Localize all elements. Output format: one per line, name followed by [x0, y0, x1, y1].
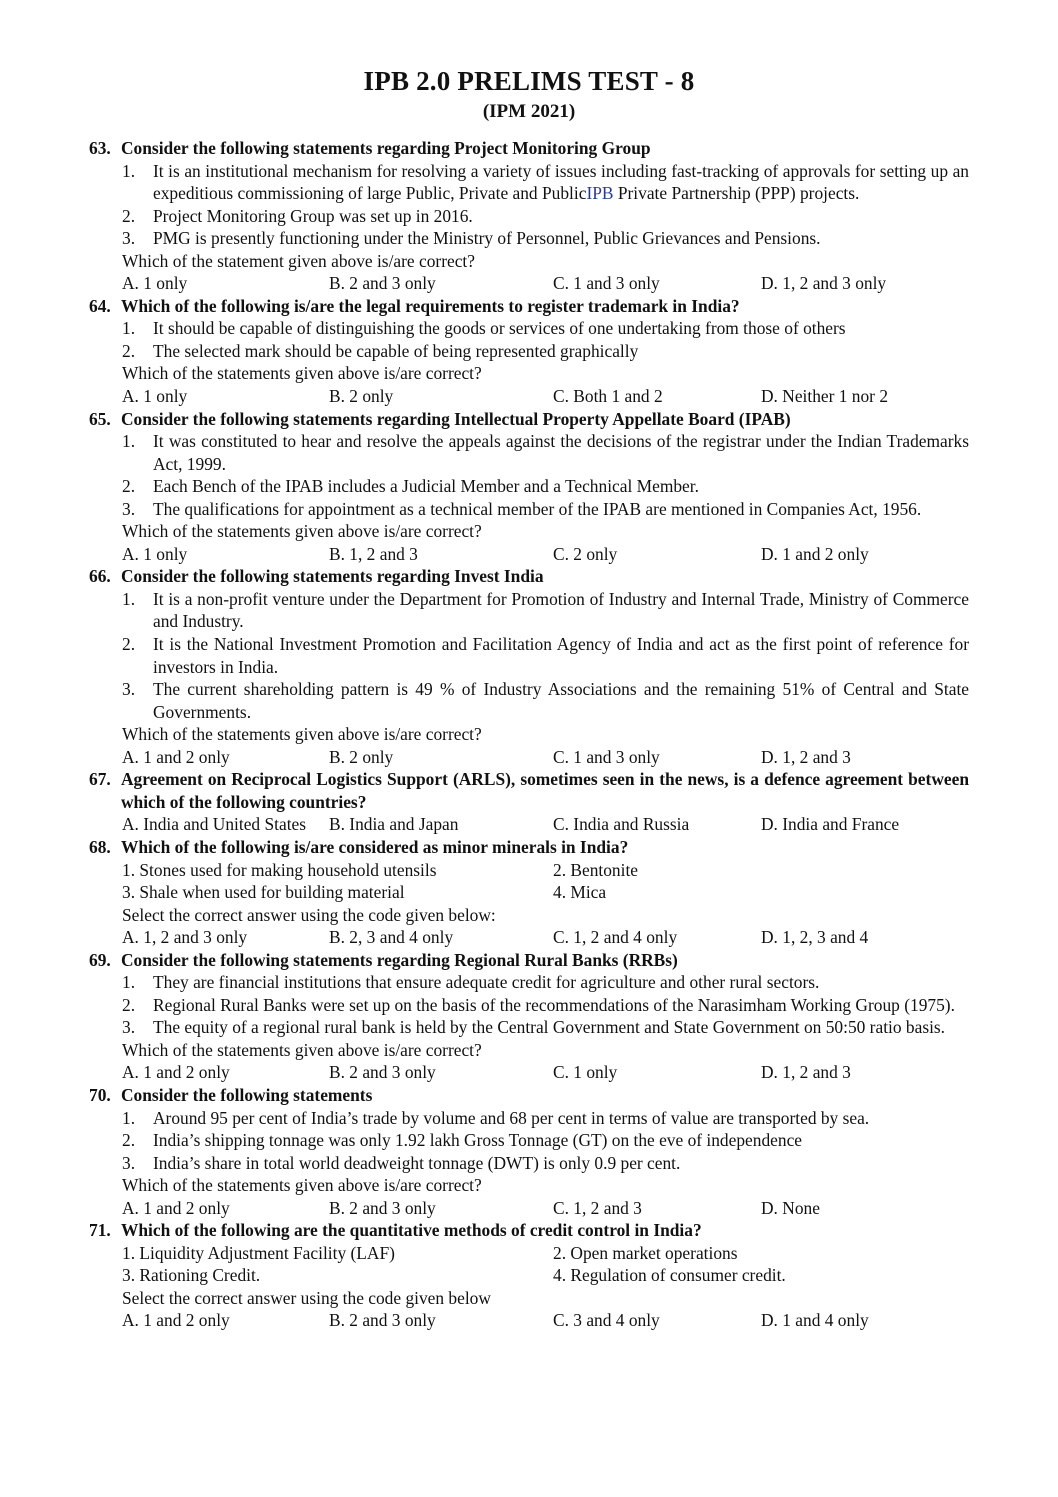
list-item: 2. Bentonite [553, 859, 639, 880]
question-text [89, 565, 969, 588]
statement-number: 3. [122, 228, 136, 249]
statement [89, 205, 969, 228]
statement-number: 1. [122, 318, 136, 339]
list-item: 4. Mica [553, 882, 607, 903]
statement-number: 2. [122, 205, 136, 226]
list-pair-row [89, 1242, 969, 1265]
statement-number: 2. [122, 340, 136, 361]
list-pair-row [89, 1264, 969, 1287]
option-c: C. Both 1 and 2 [553, 386, 663, 407]
question-number: 68. [89, 836, 111, 857]
option-d: D. None [761, 1197, 820, 1218]
option-c: C. India and Russia [553, 814, 690, 835]
option-a: A. India and United States [122, 814, 307, 835]
question-text [89, 408, 969, 431]
statement-number: 3. [122, 1152, 136, 1173]
option-c: C. 2 only [553, 543, 618, 564]
question-number: 69. [89, 949, 111, 970]
option-a: A. 1 and 2 only [122, 746, 230, 767]
option-a: A. 1 and 2 only [122, 1197, 230, 1218]
statement [89, 498, 969, 521]
question-63 [89, 137, 969, 295]
statement-text: It is the National Investment Promotion and Facilitation Agency of India and act as the first point of reference for investors in India. [153, 634, 969, 677]
list-item: 1. Stones used for making household utensils [122, 859, 437, 880]
option-d: D. 1, 2 and 3 only [761, 273, 887, 294]
question-number: 70. [89, 1084, 111, 1105]
list-item: 4. Regulation of consumer credit. [553, 1265, 786, 1286]
question-stem: Which of the following is/are the legal requirements to register trademark in India? [121, 295, 740, 316]
list-pair-row [89, 881, 969, 904]
answer-options [89, 1309, 969, 1332]
statement-text: It is an institutional mechanism for resolving a variety of issues including fast-tracking of approvals for setting up an expeditious commissioning of large Public, Private and Public [153, 160, 969, 204]
question-71 [89, 1219, 969, 1332]
question-number: 65. [89, 408, 111, 429]
question-prompt: Which of the statement given above is/are correct? [122, 250, 475, 271]
option-b: B. 2 only [329, 386, 394, 407]
page-subtitle: (IPM 2021) [482, 101, 576, 122]
statement-number: 2. [122, 994, 136, 1015]
question-text [89, 1084, 969, 1107]
question-stem: Consider the following statements regarding Regional Rural Banks (RRBs) [121, 949, 678, 970]
statement-number: 3. [122, 679, 136, 700]
statement-text: It should be capable of distinguishing the goods or services of one undertaking from those of others [153, 318, 846, 339]
option-a: A. 1 and 2 only [122, 1310, 230, 1331]
statement-text: It is a non-profit venture under the Department for Promotion of Industry and Internal Trade, Ministry of Commerce and Industry. [153, 588, 969, 632]
option-a: A. 1 only [122, 386, 188, 407]
statement-number: 2. [122, 476, 136, 497]
option-b: B. 2 and 3 only [329, 273, 436, 294]
question-number: 71. [89, 1220, 111, 1241]
option-a: A. 1, 2 and 3 only [122, 927, 248, 948]
question-text [89, 1219, 969, 1242]
statement-text: Project Monitoring Group was set up in 2016. [153, 205, 473, 226]
statement-number: 1. [122, 1107, 136, 1128]
question-prompt: Which of the statements given above is/are correct? [122, 724, 482, 745]
list-item: 2. Open market operations [553, 1242, 738, 1263]
question-prompt: Which of the statements given above is/are correct? [122, 363, 482, 384]
option-b: B. 2 and 3 only [329, 1062, 436, 1083]
statement-text: It was constituted to hear and resolve the appeals against the decisions of the registrar under the Indian Trademarks Act, 1999. [153, 431, 969, 474]
question-number: 63. [89, 138, 111, 158]
answer-options [89, 926, 969, 949]
statement-number: 1. [122, 160, 136, 181]
question-68 [89, 836, 969, 949]
option-c: C. 1 and 3 only [553, 273, 660, 294]
statement-text: Around 95 per cent of India’s trade by volume and 68 per cent in terms of value are transported by sea. [153, 1107, 870, 1128]
page-title: IPB 2.0 PRELIMS TEST - 8 [363, 66, 695, 96]
question-text [89, 949, 969, 972]
statement [89, 317, 969, 340]
statement-text: The current shareholding pattern is 49 % of Industry Associations and the remaining 51% of Central and State Governments. [153, 679, 969, 722]
statement-number: 2. [122, 634, 136, 655]
option-c: C. 1, 2 and 3 [553, 1197, 642, 1218]
statement [89, 475, 969, 498]
question-stem: Which of the following are the quantitative methods of credit control in India? [121, 1220, 702, 1241]
option-c: C. 1 and 3 only [553, 746, 660, 767]
question-text [89, 836, 969, 859]
option-a: A. 1 only [122, 273, 188, 294]
question-prompt: Select the correct answer using the code given below: [122, 904, 496, 925]
option-d: D. 1, 2 and 3 [761, 746, 851, 767]
question-stem: Consider the following statements regarding Invest India [121, 566, 544, 587]
list-pair-row [89, 859, 969, 882]
option-d: D. India and France [761, 814, 900, 835]
question-text [89, 295, 969, 318]
option-a: A. 1 and 2 only [122, 1062, 230, 1083]
statement-number: 3. [122, 498, 136, 519]
answer-options [89, 1061, 969, 1084]
question-70 [89, 1084, 969, 1219]
option-b: B. 2 and 3 only [329, 1310, 436, 1331]
answer-options [89, 813, 969, 836]
question-69 [89, 949, 969, 1084]
question-prompt: Which of the statements given above is/are correct? [122, 1175, 482, 1196]
statement [89, 971, 969, 994]
statement [89, 430, 969, 475]
statement-text: The qualifications for appointment as a technical member of the IPAB are mentioned in Companies Act, 1956. [153, 498, 922, 519]
statement-text: The equity of a regional rural bank is held by the Central Government and State Government on 50:50 ratio basis. [153, 1017, 946, 1038]
option-c: C. 1 only [553, 1062, 618, 1083]
option-c: C. 1, 2 and 4 only [553, 927, 678, 948]
statement-text: Regional Rural Banks were set up on the basis of the recommendations of the Narasimham Working Group (1975). [153, 994, 955, 1015]
statement [89, 1016, 969, 1039]
option-d: D. 1, 2, 3 and 4 [761, 927, 869, 948]
statement-text: Each Bench of the IPAB includes a Judicial Member and a Technical Member. [153, 476, 699, 497]
question-prompt: Which of the statements given above is/are correct? [122, 1039, 482, 1060]
question-66 [89, 565, 969, 768]
statement-number: 2. [122, 1130, 136, 1151]
question-stem: Which of the following is/are considered as minor minerals in India? [121, 836, 629, 857]
question-stem: Consider the following statements regarding Intellectual Property Appellate Board (IPAB) [121, 408, 791, 429]
statement-number: 1. [122, 972, 136, 993]
statement [89, 1129, 969, 1152]
option-d: D. 1 and 4 only [761, 1310, 869, 1331]
option-b: B. 2, 3 and 4 only [329, 927, 454, 948]
answer-options [89, 543, 969, 566]
statement-text: They are financial institutions that ensure adequate credit for agriculture and other rural sectors. [153, 972, 820, 993]
option-b: B. 1, 2 and 3 [329, 543, 418, 564]
answer-options [89, 385, 969, 408]
option-d: D. Neither 1 nor 2 [761, 386, 889, 407]
statement [89, 678, 969, 723]
list-item: 3. Shale when used for building material [122, 882, 405, 903]
option-b: B. 2 only [329, 746, 394, 767]
statement-text: PMG is presently functioning under the Ministry of Personnel, Public Grievances and Pensions. [153, 228, 821, 249]
watermark-text: IPB [586, 183, 614, 204]
option-d: D. 1 and 2 only [761, 543, 869, 564]
statement-number: 1. [122, 588, 136, 609]
statement [89, 1152, 969, 1175]
option-a: A. 1 only [122, 543, 188, 564]
option-b: B. India and Japan [329, 814, 459, 835]
question-number: 64. [89, 295, 111, 316]
answer-options [89, 272, 969, 295]
option-d: D. 1, 2 and 3 [761, 1062, 851, 1083]
question-text [89, 137, 969, 160]
statement [89, 340, 969, 363]
statement-number: 1. [122, 431, 136, 452]
statement-number: 3. [122, 1017, 136, 1038]
statement [89, 1107, 969, 1130]
list-item: 1. Liquidity Adjustment Facility (LAF) [122, 1242, 395, 1263]
question-64 [89, 295, 969, 408]
statement-text: India’s shipping tonnage was only 1.92 lakh Gross Tonnage (GT) on the eve of independence [153, 1130, 803, 1151]
question-text [89, 768, 969, 813]
statement-text: India’s share in total world deadweight tonnage (DWT) is only 0.9 per cent. [153, 1152, 681, 1173]
answer-options [89, 1197, 969, 1220]
question-67 [89, 768, 969, 836]
answer-options [89, 746, 969, 769]
question-number: 67. [89, 769, 111, 790]
statement-text-cont: Private Partnership (PPP) projects. [613, 183, 860, 204]
statement [89, 588, 969, 633]
question-stem: Consider the following statements regarding Project Monitoring Group [121, 138, 651, 158]
statement [89, 227, 969, 250]
question-stem: Consider the following statements [121, 1084, 373, 1105]
list-item: 3. Rationing Credit. [122, 1265, 261, 1286]
option-c: C. 3 and 4 only [553, 1310, 660, 1331]
question-stem: Agreement on Reciprocal Logistics Support (ARLS), sometimes seen in the news, is a defence agreement between which of the following countries? [121, 769, 969, 812]
statement [89, 633, 969, 678]
option-b: B. 2 and 3 only [329, 1197, 436, 1218]
question-number: 66. [89, 566, 111, 587]
question-prompt: Which of the statements given above is/are correct? [122, 521, 482, 542]
question-65 [89, 408, 969, 566]
statement-text: The selected mark should be capable of being represented graphically [153, 340, 639, 361]
question-list [89, 137, 969, 1332]
question-prompt: Select the correct answer using the code given below [122, 1287, 491, 1308]
statement [89, 160, 969, 205]
statement [89, 994, 969, 1017]
